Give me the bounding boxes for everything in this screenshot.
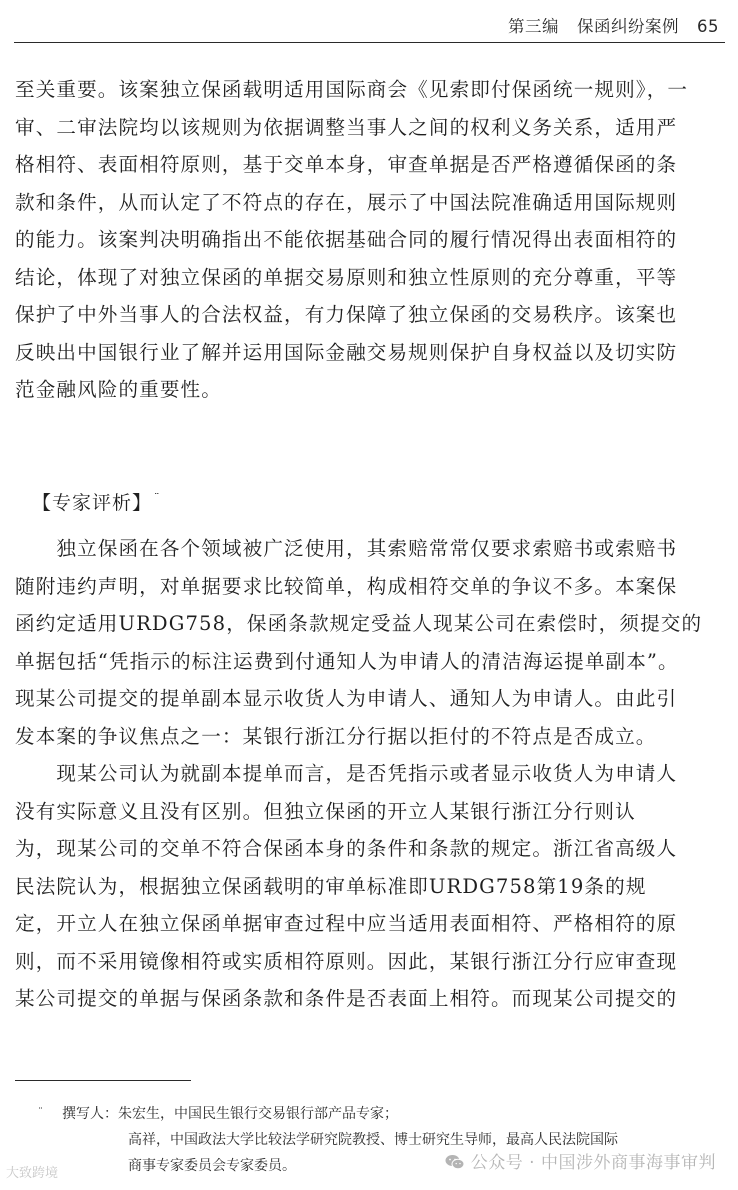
text-line: 独立保函在各个领域被广泛使用，其索赔常常仅要求索赔书或索赔书 xyxy=(15,537,678,560)
page-number: 65 xyxy=(697,17,719,36)
text-line: 为，现某公司的交单不符合保函本身的条件和条款的规定。浙江省高级人 xyxy=(15,837,678,860)
text-line: 的能力。该案判决明确指出不能依据基础合同的履行情况得出表面相符的 xyxy=(15,228,678,251)
footnote-author-1: 撰写人：朱宏生，中国民生银行交易银行部产品专家； xyxy=(62,1106,398,1122)
text-line: 函约定适用URDG758，保函条款规定受益人现某公司在索偿时，须提交的 xyxy=(15,612,703,635)
footnote-line xyxy=(38,1100,728,1127)
text-line: 保护了中外当事人的合法权益，有力保障了独立保函的交易秩序。该案也 xyxy=(15,303,678,326)
running-header xyxy=(14,0,725,43)
text-line: 民法院认为，根据独立保函载明的审单标准即URDG758第19条的规 xyxy=(15,874,647,898)
watermark-right xyxy=(445,1148,716,1173)
text-line: 现某公司认为就副本提单而言，是否凭指示或者显示收货人为申请人 xyxy=(15,762,678,785)
footnote-mark: ¨ xyxy=(38,1107,43,1118)
footnote-divider xyxy=(15,1080,191,1081)
text-line: 格相符、表面相符原则，基于交单本身，审查单据是否严格遵循保函的条 xyxy=(15,153,678,176)
text-line: 发本案的争议焦点之一：某银行浙江分行据以拒付的不符点是否成立。 xyxy=(15,724,657,748)
header-part: 第三编 xyxy=(508,17,559,36)
text-line: 范金融风险的重要性。 xyxy=(15,378,222,401)
header-text xyxy=(508,13,719,37)
footnote-author-2: 高祥，中国政法大学比较法学研究院教授、博士研究生导师，最高人民法院国际 xyxy=(128,1132,618,1148)
watermark-left: 大致跨境 xyxy=(6,1166,59,1181)
text-line: 单据包括“凭指示的标注运费到付通知人为申请人的清洁海运提单副本”。 xyxy=(15,649,679,673)
text-line: 则，而不采用镜像相符或实质相符原则。因此，某银行浙江分行应审查现 xyxy=(15,949,678,973)
text-line: 反映出中国银行业了解并运用国际金融交易规则保护自身权益以及切实防 xyxy=(15,340,678,364)
text-line: 随附违约声明，对单据要求比较简单，构成相符交单的争议不多。本案保 xyxy=(15,574,678,598)
text-line: 结论，体现了对独立保函的单据交易原则和独立性原则的充分尊重，平等 xyxy=(15,265,678,289)
paragraph-expert-analysis xyxy=(15,530,725,1018)
text-line: 审、二审法院均以该规则为依据调整当事人之间的权利义务关系，适用严 xyxy=(15,115,678,139)
footnote-reference: ¨ xyxy=(154,491,161,504)
paragraph-case-significance xyxy=(15,71,725,409)
text-line: 至关重要。该案独立保函载明适用国际商会《见索即付保函统一规则》，一 xyxy=(15,78,689,101)
expert-analysis-heading xyxy=(32,488,161,515)
wechat-icon xyxy=(445,1154,465,1170)
text-line: 款和条件，从而认定了不符点的存在，展示了中国法院准确适用国际规则 xyxy=(15,190,678,214)
expert-analysis-title: 【专家评析】 xyxy=(32,492,153,514)
text-line: 现某公司提交的提单副本显示收货人为申请人、通知人为申请人。由此引 xyxy=(15,687,678,710)
text-line: 定，开立人在独立保函单据审查过程中应当适用表面相符、严格相符的原 xyxy=(15,912,678,935)
header-section: 保函纠纷案例 xyxy=(577,17,679,36)
footnote-author-2-cont: 商事专家委员会专家委员。 xyxy=(128,1158,296,1174)
watermark-right-text: 公众号 · 中国涉外商事海事审判 xyxy=(470,1153,716,1173)
text-line: 没有实际意义且没有区别。但独立保函的开立人某银行浙江分行则认 xyxy=(15,799,636,823)
text-line: 某公司提交的单据与保函条款和条件是否表面上相符。而现某公司提交的 xyxy=(15,987,678,1010)
